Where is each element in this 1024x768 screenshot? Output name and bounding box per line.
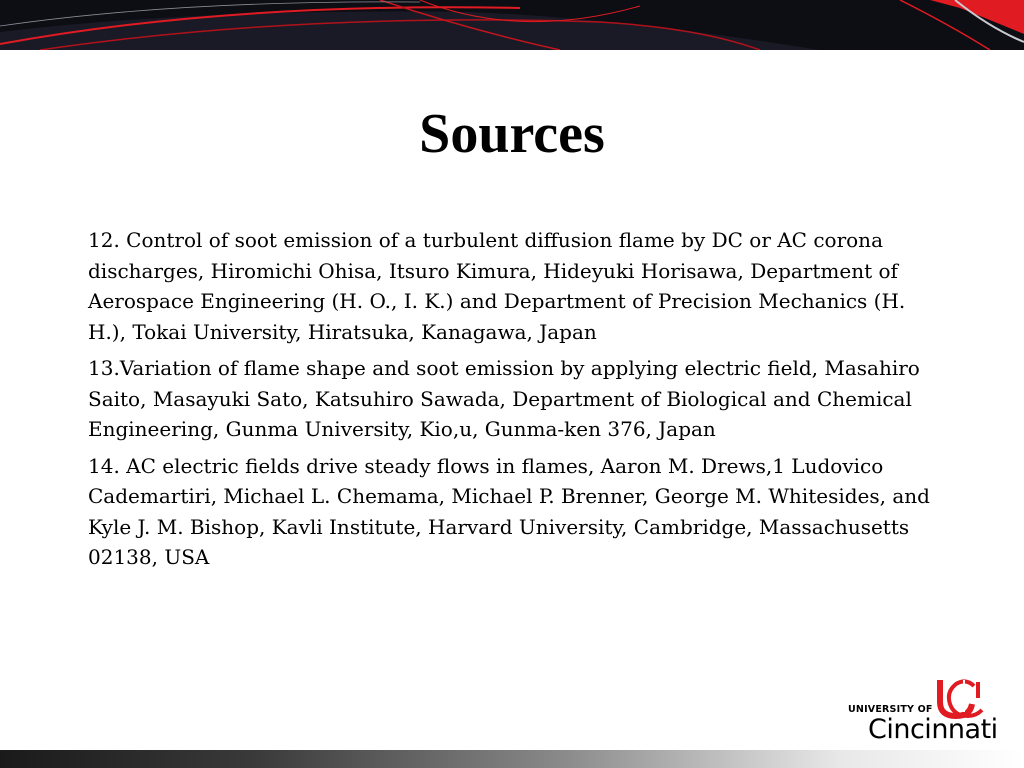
logo-cincinnati: Cincinnati — [868, 714, 998, 745]
source-item-12: 12. Control of soot emission of a turbulent diffusion flame by DC or AC corona discharges, Hiromichi Ohisa, Itsuro Kimura, Hideyuki Horisawa, Department of Aerospace Engineering (H. O., I. K.) and Department of Precision Mechanics (H. H.), Tokai University, Hiratsuka, Kanagawa, Japan — [88, 228, 906, 344]
logo-university-of: UNIVERSITY OF — [848, 704, 933, 715]
university-of-cincinnati-logo — [848, 676, 998, 746]
source-item-14: 14. AC electric fields drive steady flows in flames, Aaron M. Drews,1 Ludovico Cademartiri, Michael L. Chemama, Michael P. Brenner, George M. Whitesides, and Kyle J. M. Bishop, Kavli Institute, Harvard University, Cambridge, Massachusetts 02138, USA — [88, 453, 930, 569]
source-item-13: 13.Variation of flame shape and soot emission by applying electric field, Masahiro Saito, Masayuki Sato, Katsuhiro Sawada, Department of Biological and Chemical Engineering, Gunma University, Kio,u, Gunma-ken 376, Japan — [88, 356, 920, 441]
bottom-gradient-bar — [0, 750, 1024, 768]
top-banner — [0, 0, 1024, 50]
sources-list — [88, 225, 948, 579]
slide-title: Sources — [419, 103, 605, 165]
